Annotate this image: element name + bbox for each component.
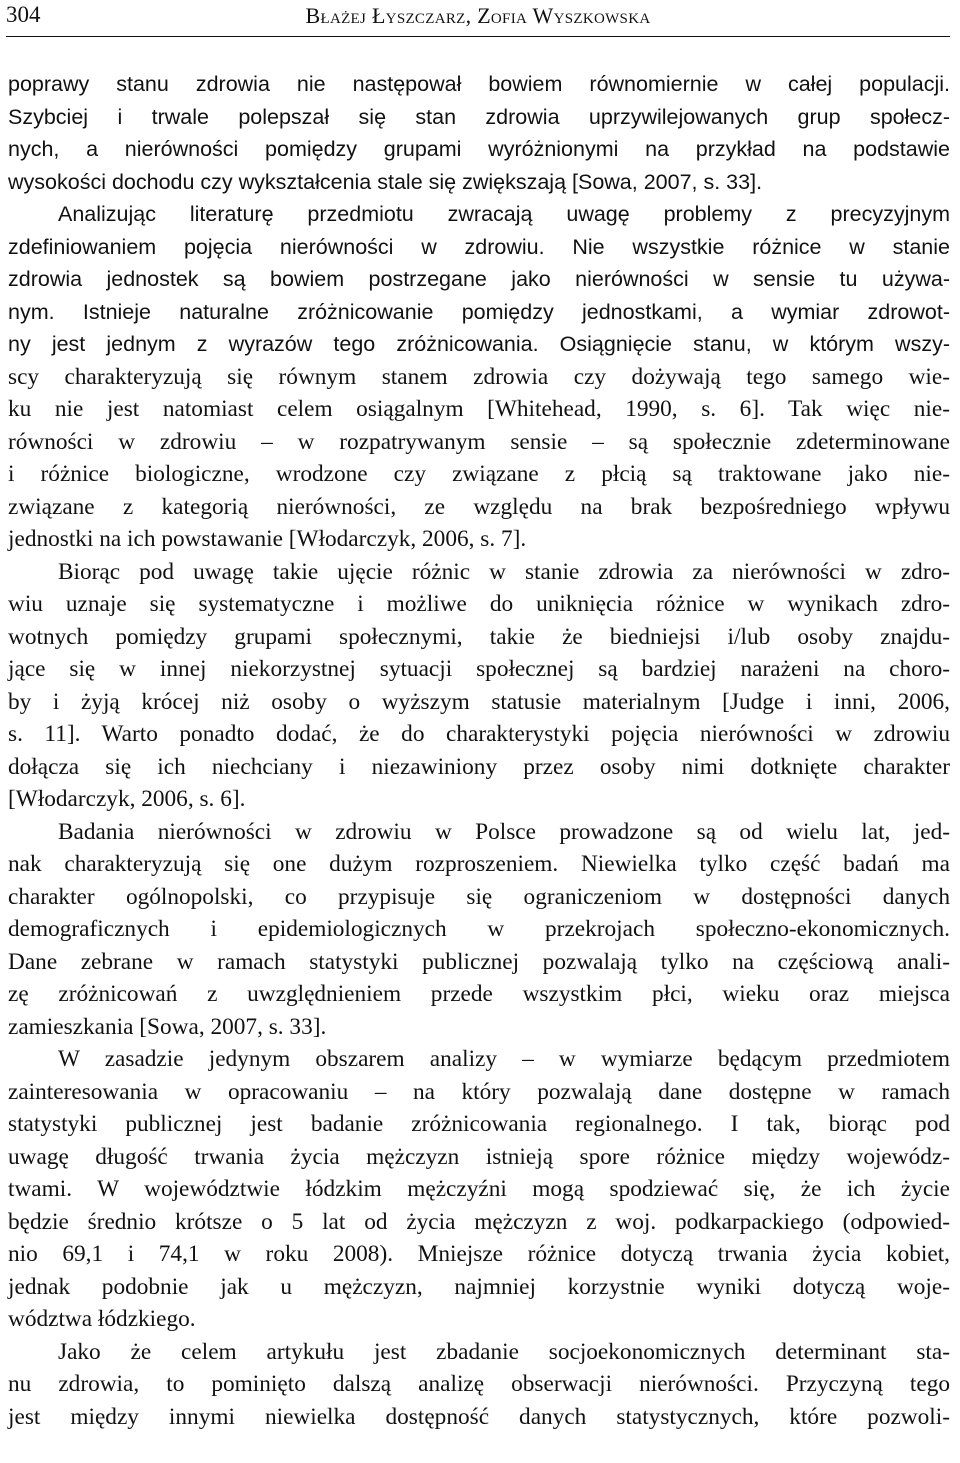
text-line: Badania nierówności w zdrowiu w Polsce prowadzone są od wielu lat, jed- <box>58 818 950 845</box>
paragraph-4 <box>8 1043 950 1336</box>
text-line: związane z kategorią nierówności, ze względu na brak bezpośredniego wpływu <box>8 493 950 520</box>
text-line: będzie średnio krótsze o 5 lat od życia mężczyzn z woj. podkarpackiego (odpowied- <box>8 1208 950 1235</box>
text-line: ny jest jednym z wyrazów tego zróżnicowania. Osiągnięcie stanu, w którym wszy- <box>8 332 950 356</box>
text-line: jednak podobnie jak u mężczyzn, najmniej korzystnie wyniki dotyczą woje- <box>8 1273 950 1300</box>
text-line: zamieszkania [Sowa, 2007, s. 33]. <box>8 1013 327 1040</box>
text-line: statystyki publicznej jest badanie zróżnicowania regionalnego. I tak, biorąc pod <box>8 1111 950 1137</box>
text-line: dołącza się ich niechciany i niezawiniony przez osoby nimi dotknięte charakter <box>8 753 950 780</box>
running-head-authors: Błażej Łyszczarz, Zofia Wyszkowska <box>305 3 651 28</box>
text-line: Analizując literaturę przedmiotu zwracają uwagę problemy z precyzyjnym <box>58 202 950 226</box>
text-line: poprawy stanu zdrowia nie następował bowiem równomiernie w całej populacji. <box>8 72 950 96</box>
text-line: wiu uznaje się systematyczne i możliwe do uniknięcia różnice w wynikach zdro- <box>8 591 950 617</box>
text-line: s. 11]. Warto ponadto dodać, że do charakterystyki pojęcia nierówności w zdrowiu <box>8 721 950 747</box>
page-header <box>6 0 950 37</box>
text-line: ku nie jest natomiast celem osiągalnym [Whitehead, 1990, s. 6]. Tak więc nie- <box>8 396 950 422</box>
text-line: wotnych pomiędzy grupami społecznymi, takie że biedniejsi i/lub osoby znajdu- <box>8 623 950 650</box>
text-line: by i żyją krócej niż osoby o wyższym statusie materialnym [Judge i inni, 2006, <box>8 688 950 715</box>
page-number: 304 <box>6 2 41 27</box>
text-line: zdrowia jednostek są bowiem postrzegane jako nierówności w sensie tu używa- <box>8 267 950 291</box>
text-line: demograficznych i epidemiologicznych w przekrojach społeczno-ekonomicznych. <box>8 916 950 942</box>
article-body <box>8 68 950 1433</box>
text-line: nak charakteryzują się one dużym rozproszeniem. Niewielka tylko część badań ma <box>8 851 950 877</box>
text-line: jednostki na ich powstawanie [Włodarczyk, 2006, s. 7]. <box>8 526 527 552</box>
text-line: nym. Istnieje naturalne zróżnicowanie pomiędzy jednostkami, a wymiar zdrowot- <box>8 299 950 324</box>
text-line: wysokości dochodu czy wykształcenia stale się zwiększają [Sowa, 2007, s. 33]. <box>8 169 763 194</box>
text-line: zdefiniowaniem pojęcia nierówności w zdrowiu. Nie wszystkie różnice w stanie <box>8 234 950 259</box>
text-line: zainteresowania w opracowaniu – na który pozwalają dane dostępne w ramach <box>8 1078 950 1105</box>
text-line: twami. W województwie łódzkim mężczyźni mogą spodziewać się, że ich życie <box>8 1176 950 1202</box>
text-line: Szybciej i trwale polepszał się stan zdrowia uprzywilejowanych grup społecz- <box>8 104 950 129</box>
text-line: nych, a nierówności pomiędzy grupami wyróżnionymi na przykład na podstawie <box>8 137 950 161</box>
paragraph-3 <box>8 816 950 1044</box>
text-line: [Włodarczyk, 2006, s. 6]. <box>8 786 246 812</box>
text-line: jest między innymi niewielka dostępność danych statystycznych, które pozwoli- <box>8 1403 950 1430</box>
text-line: wództwa łódzkiego. <box>8 1306 196 1332</box>
text-line: równości w zdrowiu – w rozpatrywanym sensie – są społecznie zdeterminowane <box>8 428 950 455</box>
text-line: Dane zebrane w ramach statystyki publicznej pozwalają tylko na częściową anali- <box>8 948 950 975</box>
text-line: uwagę długość trwania życia mężczyzn istnieją spore różnice między wojewódz- <box>8 1143 950 1170</box>
text-line: i różnice biologiczne, wrodzone czy związane z płcią są traktowane jako nie- <box>8 461 950 487</box>
text-line: W zasadzie jedynym obszarem analizy – w wymiarze będącym przedmiotem <box>58 1046 950 1072</box>
paragraph-5 <box>8 1336 950 1434</box>
text-line: nio 69,1 i 74,1 w roku 2008). Mniejsze różnice dotyczą trwania życia kobiet, <box>8 1241 950 1267</box>
text-line: charakter ogólnopolski, co przypisuje się ograniczeniom w dostępności danych <box>8 883 950 910</box>
paragraph-1 <box>8 68 950 556</box>
paragraph-2 <box>8 556 950 816</box>
text-line: nu zdrowia, to pominięto dalszą analizę obserwacji nierówności. Przyczyną tego <box>8 1371 950 1397</box>
text-line: Biorąc pod uwagę takie ujęcie różnic w stanie zdrowia za nierówności w zdro- <box>58 558 950 585</box>
text-line: zę zróżnicowań z uwzględnieniem przede wszystkim płci, wieku oraz miejsca <box>8 981 950 1007</box>
text-line: scy charakteryzują się równym stanem zdrowia czy dożywają tego samego wie- <box>8 363 950 390</box>
text-line: jące się w innej niekorzystnej sytuacji społecznej są bardziej narażeni na choro- <box>8 656 950 682</box>
text-line: Jako że celem artykułu jest zbadanie socjoekonomicznych determinant sta- <box>58 1338 950 1365</box>
